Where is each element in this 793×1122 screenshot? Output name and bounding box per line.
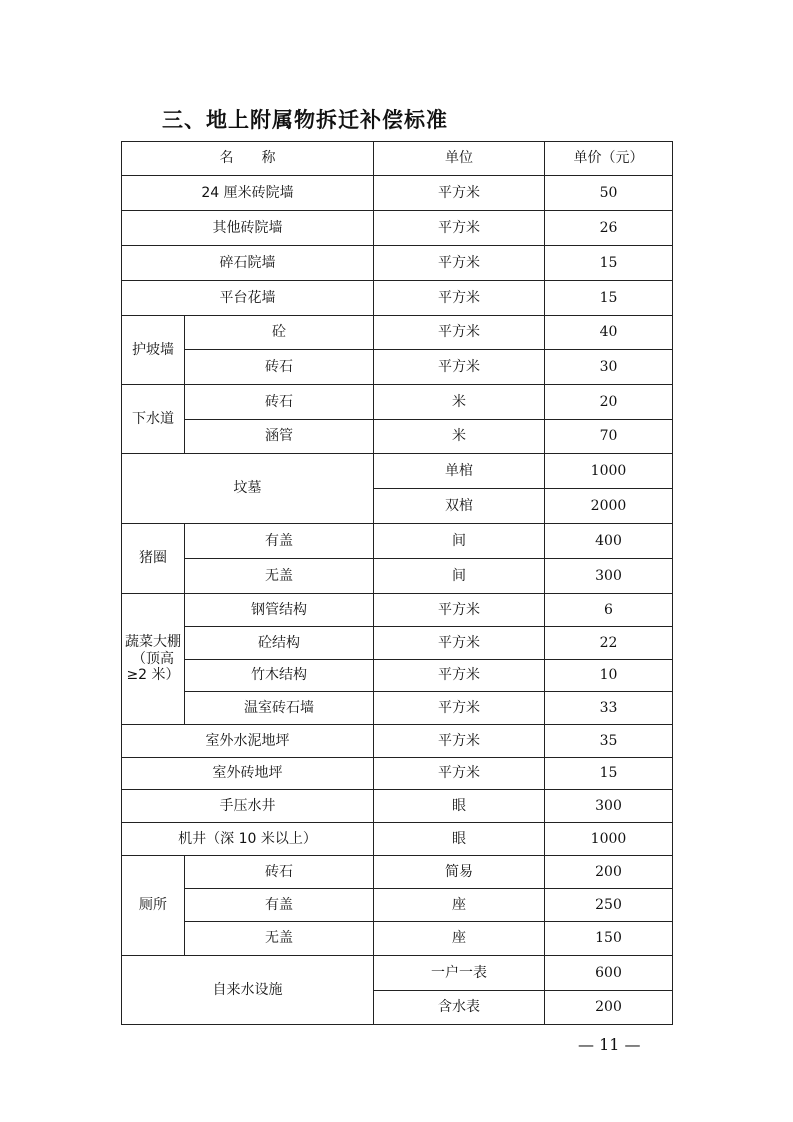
- item-price: 400: [545, 524, 673, 559]
- item-unit: 平方米: [374, 725, 545, 758]
- item-unit: 米: [374, 385, 545, 420]
- item-price: 30: [545, 350, 673, 385]
- table-row: [122, 246, 673, 281]
- table-row: [122, 922, 673, 956]
- table-row: [122, 790, 673, 823]
- item-unit: 简易: [374, 856, 545, 889]
- item-name: 24 厘米砖院墙: [122, 176, 374, 211]
- item-price: 600: [545, 956, 673, 991]
- table-row: [122, 856, 673, 889]
- item-price: 6: [545, 594, 673, 627]
- item-price: 70: [545, 420, 673, 454]
- item-unit: 含水表: [374, 991, 545, 1025]
- item-unit: 眼: [374, 790, 545, 823]
- item-sub: 砖石: [185, 350, 374, 385]
- item-name: 手压水井: [122, 790, 374, 823]
- header-unit: 单位: [374, 142, 545, 176]
- table-row: [122, 956, 673, 991]
- item-unit: 平方米: [374, 211, 545, 246]
- item-unit: 平方米: [374, 660, 545, 692]
- item-price: 20: [545, 385, 673, 420]
- group-label-toilet: 厕所: [122, 856, 185, 956]
- item-price: 22: [545, 627, 673, 660]
- page-number: — 11 —: [578, 1035, 641, 1054]
- item-unit: 平方米: [374, 692, 545, 725]
- item-unit: 平方米: [374, 281, 545, 316]
- item-price: 150: [545, 922, 673, 956]
- table-row: [122, 385, 673, 420]
- item-price: 15: [545, 758, 673, 790]
- table-row: [122, 350, 673, 385]
- item-unit: 座: [374, 889, 545, 922]
- table-row: [122, 281, 673, 316]
- item-price: 1000: [545, 823, 673, 856]
- table-row: [122, 524, 673, 559]
- item-unit: 平方米: [374, 246, 545, 281]
- table-row: [122, 889, 673, 922]
- table-row: [122, 725, 673, 758]
- group-label-pigsty: 猪圈: [122, 524, 185, 594]
- group-label-grave: 坟墓: [122, 454, 374, 524]
- item-sub: 无盖: [185, 559, 374, 594]
- item-name: 平台花墙: [122, 281, 374, 316]
- item-unit: 一户一表: [374, 956, 545, 991]
- item-name: 室外砖地坪: [122, 758, 374, 790]
- table-row: [122, 692, 673, 725]
- table-row: [122, 316, 673, 350]
- item-price: 15: [545, 281, 673, 316]
- header-name: 名 称: [122, 142, 374, 176]
- item-price: 15: [545, 246, 673, 281]
- table-row: [122, 627, 673, 660]
- item-name: 碎石院墙: [122, 246, 374, 281]
- item-unit: 米: [374, 420, 545, 454]
- item-sub: 无盖: [185, 922, 374, 956]
- table-row: [122, 823, 673, 856]
- item-name: 机井（深 10 米以上）: [122, 823, 374, 856]
- item-unit: 双棺: [374, 489, 545, 524]
- item-sub: 砖石: [185, 385, 374, 420]
- item-sub: 砼结构: [185, 627, 374, 660]
- group-label-slope-wall: 护坡墙: [122, 316, 185, 385]
- item-sub: 砼: [185, 316, 374, 350]
- item-sub: 竹木结构: [185, 660, 374, 692]
- item-price: 26: [545, 211, 673, 246]
- table-row: [122, 176, 673, 211]
- header-price: 单价（元）: [545, 142, 673, 176]
- item-price: 300: [545, 790, 673, 823]
- item-price: 250: [545, 889, 673, 922]
- item-sub: 砖石: [185, 856, 374, 889]
- item-price: 50: [545, 176, 673, 211]
- item-unit: 眼: [374, 823, 545, 856]
- table-row: [122, 758, 673, 790]
- table-row: [122, 660, 673, 692]
- item-unit: 平方米: [374, 176, 545, 211]
- item-price: 40: [545, 316, 673, 350]
- item-sub: 涵管: [185, 420, 374, 454]
- item-unit: 间: [374, 524, 545, 559]
- compensation-table: [121, 141, 673, 1025]
- item-sub: 有盖: [185, 889, 374, 922]
- item-unit: 平方米: [374, 594, 545, 627]
- item-price: 10: [545, 660, 673, 692]
- item-price: 1000: [545, 454, 673, 489]
- item-unit: 间: [374, 559, 545, 594]
- item-sub: 钢管结构: [185, 594, 374, 627]
- table-header-row: [122, 142, 673, 176]
- item-unit: 单棺: [374, 454, 545, 489]
- item-price: 33: [545, 692, 673, 725]
- item-unit: 平方米: [374, 758, 545, 790]
- table-row: [122, 420, 673, 454]
- table-row: [122, 454, 673, 489]
- item-name: 室外水泥地坪: [122, 725, 374, 758]
- item-sub: 有盖: [185, 524, 374, 559]
- group-label-sewer: 下水道: [122, 385, 185, 454]
- item-price: 35: [545, 725, 673, 758]
- item-name: 其他砖院墙: [122, 211, 374, 246]
- table-row: [122, 559, 673, 594]
- table-row: [122, 594, 673, 627]
- item-unit: 座: [374, 922, 545, 956]
- group-label-greenhouse: 蔬菜大棚（顶高≥2 米）: [122, 594, 185, 725]
- item-sub: 温室砖石墙: [185, 692, 374, 725]
- item-unit: 平方米: [374, 316, 545, 350]
- section-heading: 三、地上附属物拆迁补偿标准: [162, 108, 448, 132]
- item-price: 200: [545, 991, 673, 1025]
- item-unit: 平方米: [374, 627, 545, 660]
- group-label-water: 自来水设施: [122, 956, 374, 1025]
- item-price: 200: [545, 856, 673, 889]
- item-price: 2000: [545, 489, 673, 524]
- table-row: [122, 211, 673, 246]
- item-unit: 平方米: [374, 350, 545, 385]
- item-price: 300: [545, 559, 673, 594]
